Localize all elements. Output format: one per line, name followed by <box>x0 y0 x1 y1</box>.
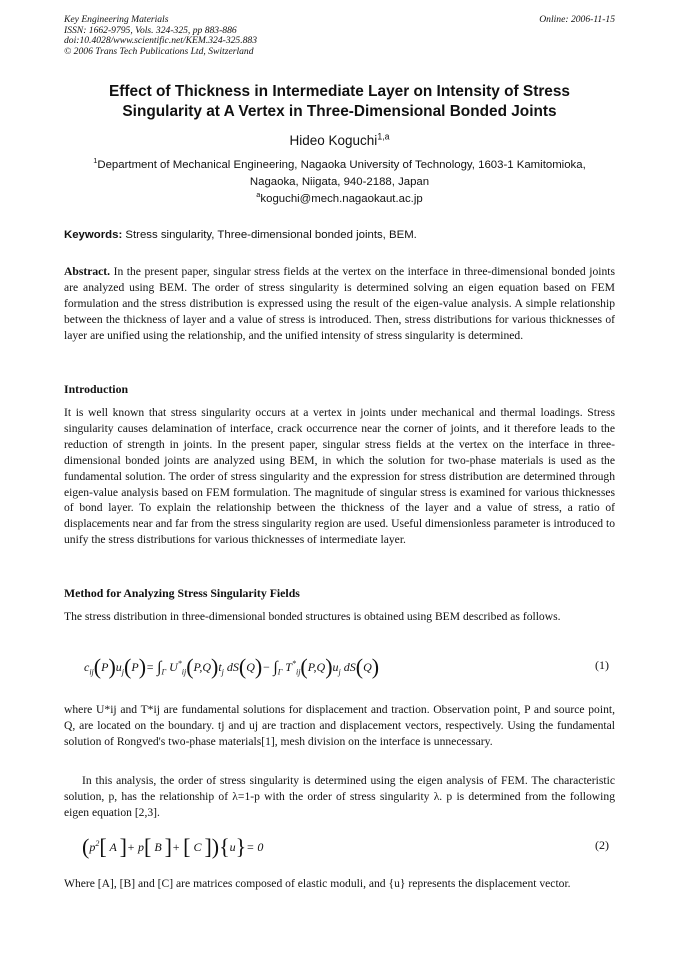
equation-1 <box>64 654 615 684</box>
author-superscript: 1,a <box>377 131 390 142</box>
method-text: The stress distribution in three-dimensional bonded structures is obtained using BEM described as follows. <box>64 610 561 623</box>
abstract <box>64 264 615 344</box>
keywords-label: Keywords: <box>64 229 123 241</box>
where2-paragraph: Where [A], [B] and [C] are matrices composed of elastic moduli, and {u} represents the displacement vector. <box>64 877 571 890</box>
where-paragraph: where U*ij and T*ij are fundamental solutions for displacement and traction. Observation point, P and source point, Q, are located on the boundary. tj and uj are traction and displacement vectors, respectively. Using the fundamental solution of Rongved's two-phase materials[1], mesh division on the interface is unnecessary. <box>64 703 615 748</box>
journal-header <box>64 15 615 57</box>
method-heading: Method for Analyzing Stress Singularity Fields <box>64 586 300 600</box>
abstract-text: In the present paper, singular stress fields at the vertex on the interface in three-dimensional bonded joints are analyzed using BEM. The order of stress singularity is determined solving an eigen equation based on FEM formulation and the stress distribution is expressed using the result of the eigen-value analysis. A simple relationship between the thickness of layer and a value of stress is introduced. Then, stress distributions for various thicknesses of layer are unified using the relationship, and the unified intensity of stress singularity is determined. <box>64 265 615 342</box>
equation-2-number: (2) <box>595 838 609 852</box>
email-address[interactable]: koguchi@mech.nagaokaut.ac.jp <box>260 193 423 205</box>
affiliation-line-1: Department of Mechanical Engineering, Nagaoka University of Technology, 1603-1 Kamitomioka, <box>97 159 586 171</box>
affiliation <box>64 157 615 190</box>
introduction-text: It is well known that stress singularity occurs at a vertex in joints under mechanical and thermal loadings. Stress singularity causes delamination of interface, crack occurrence near the corner of joints, and it therefore leads to the reduction of strength in joints. In the present paper, singular stress fields at the vertex on the interface in three-dimensional bonded joints are analyzed using BEM, in which the solution for two-phase materials is used as the fundamental solution. The order of stress singularity and the expression for stress distribution are determined through eigen-value analysis based on FEM formulation. The magnitude of singular stress is examined for various thicknesses of bond layer. To explain the relationship between the thickness of the layer and a value of stress, a ratio of displacements near and far from the stress singularity region are used. Useful dimensionless parameter is introduced to unify the stress distributions for various thicknesses of intermediate layer. <box>64 406 615 547</box>
online-date: Online: 2006-11-15 <box>539 14 615 25</box>
equation-2-body: ($p^2$[ A ]+ p[ B ]+ [ C ]){u}= 0 <box>82 834 264 859</box>
equation-2 <box>64 834 615 864</box>
author-name: Hideo Koguchi <box>289 133 378 148</box>
journal-name: Key Engineering Materials <box>64 14 169 25</box>
email-line <box>64 190 615 205</box>
keywords-text: Stress singularity, Three-dimensional bonded joints, BEM. <box>125 229 417 241</box>
title-line-2: Singularity at A Vertex in Three-Dimensional Bonded Joints <box>122 103 557 120</box>
analysis-paragraph: In this analysis, the order of stress singularity is determined using the eigen analysis of FEM. The characteristic solution, p, has the relationship of λ=1-p with the order of stress singularity λ. p is determined from the following eigen equation [2,3]. <box>64 774 615 819</box>
doi-line: doi:10.4028/www.scientific.net/KEM.324-325.883 <box>64 35 258 47</box>
email-superscript: a <box>256 190 261 200</box>
introduction-heading: Introduction <box>64 382 129 396</box>
author-line <box>64 133 615 148</box>
affiliation-line-2: Nagaoka, Niigata, 940-2188, Japan <box>249 175 430 188</box>
issn-line: ISSN: 1662-9795, Vols. 324-325, pp 883-886 <box>64 24 237 36</box>
affiliation-superscript: 1 <box>93 156 98 166</box>
abstract-label: Abstract. <box>64 265 111 278</box>
title-line-1: Effect of Thickness in Intermediate Layer on Intensity of Stress <box>109 83 570 100</box>
equation-1-body: $c_{ij}(P)u_j(P)= \int_\Gamma$ $U^*_{ij}(P,Q)t_j$ $dS(Q)- \int_\Gamma$ $T^*_{ij}(P,Q)u_j$ dS(Q) <box>84 654 380 679</box>
equation-1-number: (1) <box>595 658 609 672</box>
keywords <box>64 229 615 241</box>
copyright-line: © 2006 Trans Tech Publications Ltd, Switzerland <box>64 45 254 57</box>
paper-title <box>64 82 615 122</box>
